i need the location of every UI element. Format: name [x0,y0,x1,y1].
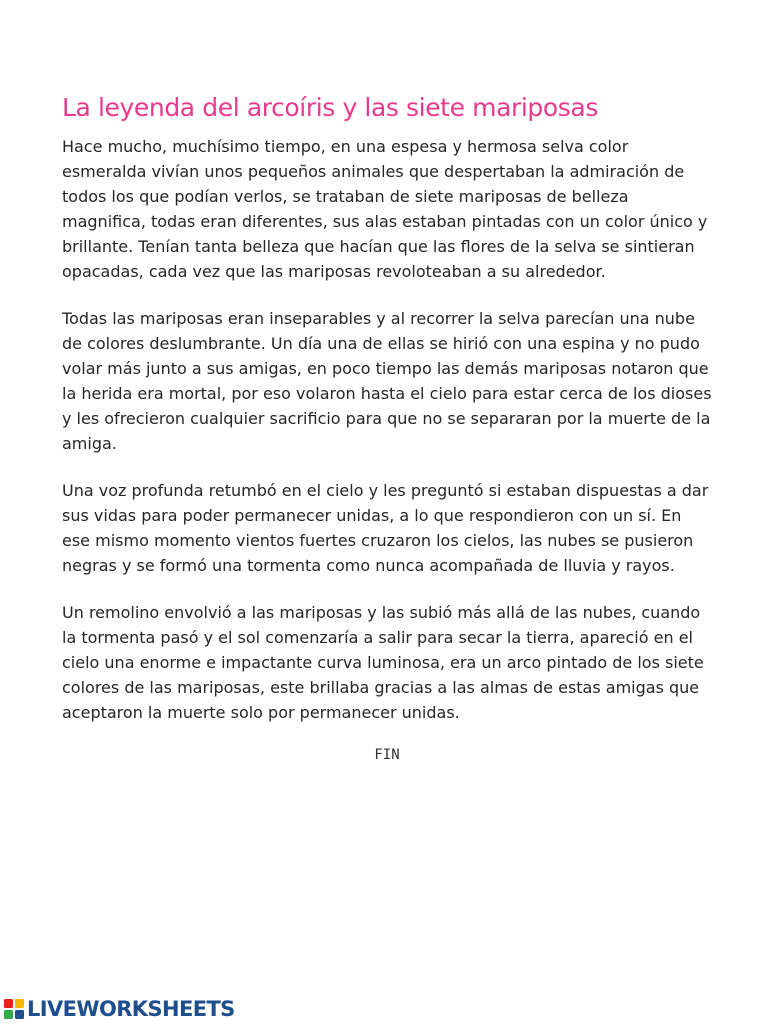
liveworksheets-logo[interactable] [4,995,235,1023]
worksheet-page [62,90,712,763]
story-paragraph-1: Hace mucho, muchísimo tiempo, en una espesa y hermosa selva color esmeralda vivían unos pequeños animales que despertaban la admiración de todos los que podían verlos, se trataban de siete mariposas de belleza magnifica, todas eran diferentes, sus alas estaban pintadas con un color único y brillante. Tenían tanta belleza que hacían que las flores de la selva se sintieran opacadas, cada vez que las mariposas revoloteaban a su alrededor. [62,137,708,281]
logo-text: LIVEWORKSHEETS [27,997,235,1021]
story-ending: FIN [374,747,400,763]
story-paragraph-2: Todas las mariposas eran inseparables y al recorrer la selva parecían una nube de colores deslumbrante. Un día una de ellas se hirió con una espina y no pudo volar más junto a sus amigas, en poco tiempo las demás mariposas notaron que la herida era mortal, por eso volaron hasta el cielo para estar cerca de los dioses y les ofrecieron cualquier sacrificio para que no se separaran por la muerte de la amiga. [62,309,712,453]
story-paragraph-4: Un remolino envolvió a las mariposas y las subió más allá de las nubes, cuando la tormenta pasó y el sol comenzaría a salir para secar la tierra, apareció en el cielo una enorme e impactante curva luminosa, era un arco pintado de los siete colores de las mariposas, este brillaba gracias a las almas de estas amigas que aceptaron la muerte solo por permanecer unidas. [62,603,704,722]
liveworksheets-icon [4,999,24,1019]
story-title: La leyenda del arcoíris y las siete mariposas [62,93,598,122]
story-paragraph-3: Una voz profunda retumbó en el cielo y les preguntó si estaban dispuestas a dar sus vidas para poder permanecer unidas, a lo que respondieron con un sí. En ese mismo momento vientos fuertes cruzaron los cielos, las nubes se pusieron negras y se formó una tormenta como nunca acompañada de lluvia y rayos. [62,481,709,575]
